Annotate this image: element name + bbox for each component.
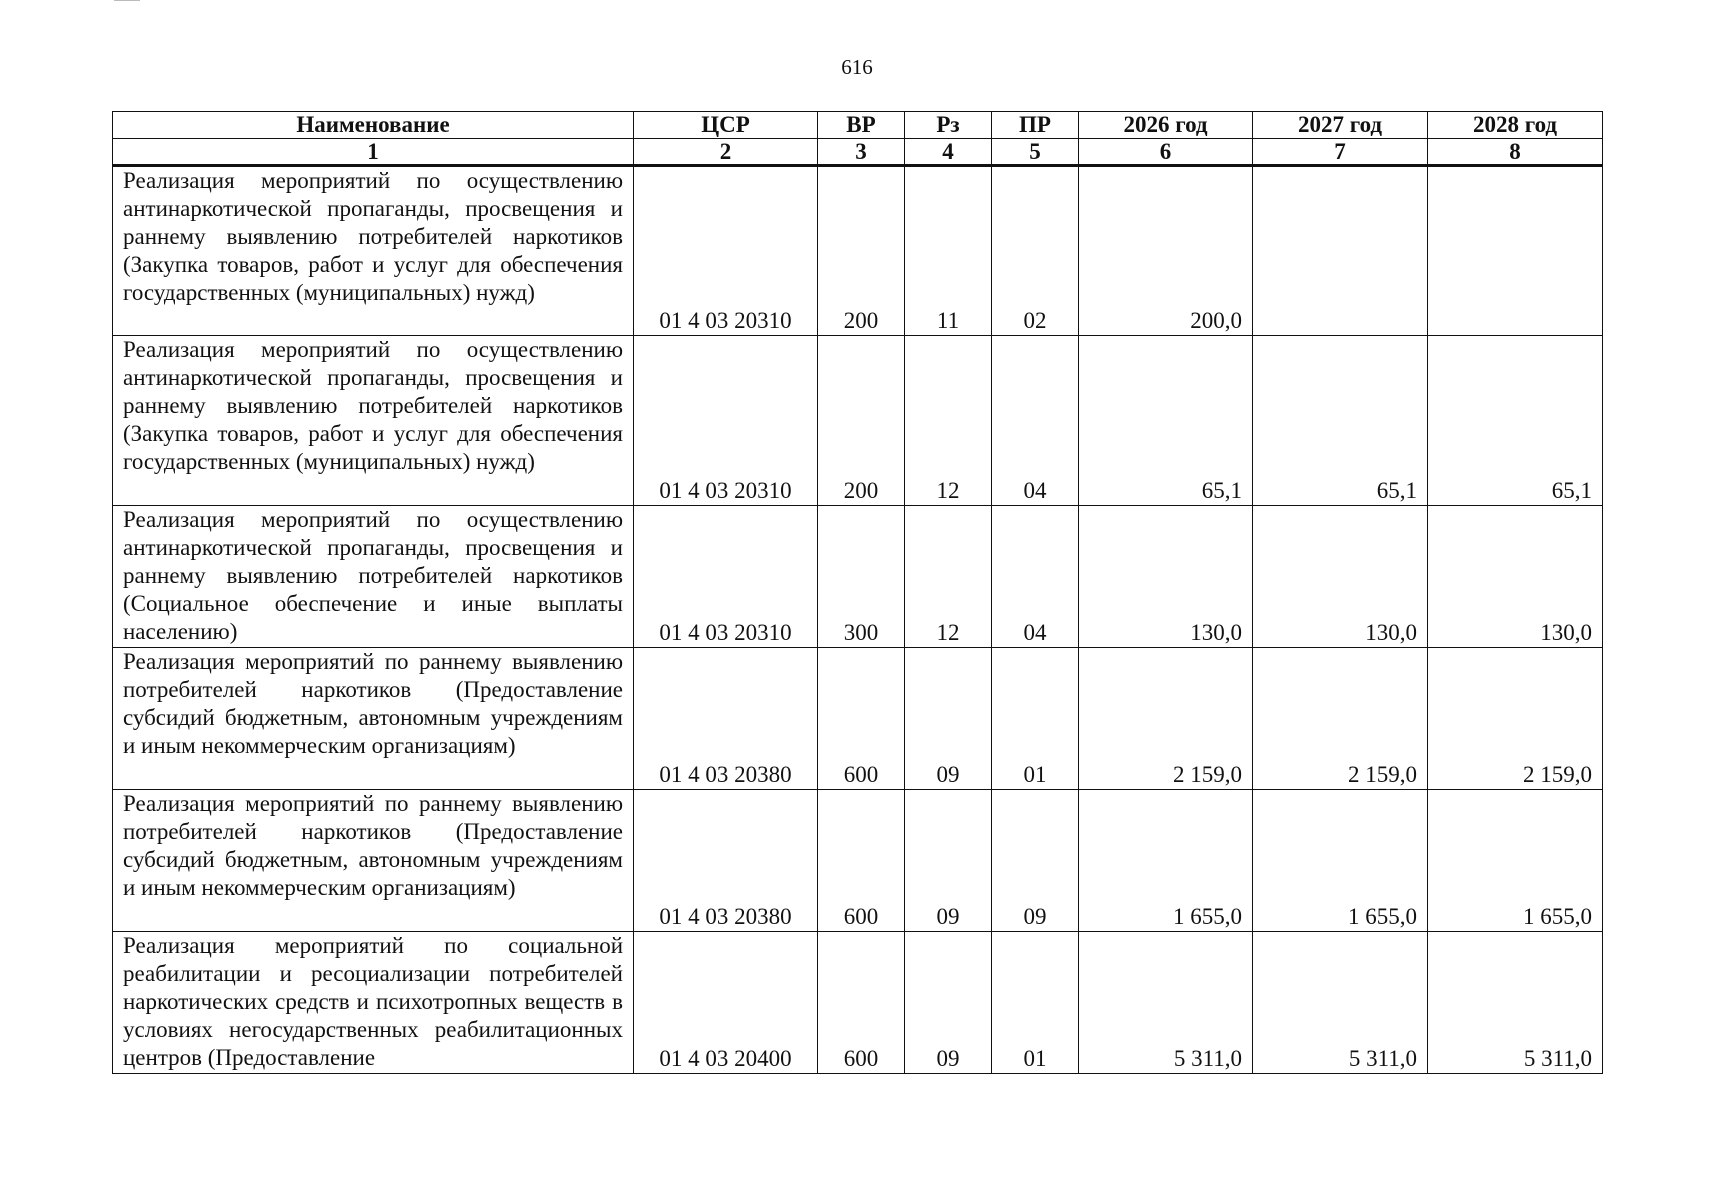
column-number: 2 bbox=[634, 139, 818, 166]
row-amount-2028: 1 655,0 bbox=[1428, 790, 1603, 932]
row-pr: 04 bbox=[992, 506, 1079, 648]
row-amount-2028 bbox=[1428, 166, 1603, 336]
column-number: 8 bbox=[1428, 139, 1603, 166]
row-name: Реализация мероприятий по раннему выявлению потребителей наркотиков (Предоставление субсидий бюджетным, автономным учреждениям и иным некоммерческим организациям) bbox=[113, 648, 634, 790]
row-vr: 300 bbox=[818, 506, 905, 648]
row-amount-2027 bbox=[1253, 166, 1428, 336]
row-amount-2027: 65,1 bbox=[1253, 336, 1428, 506]
column-number: 5 bbox=[992, 139, 1079, 166]
row-amount-2026: 200,0 bbox=[1079, 166, 1253, 336]
row-vr: 600 bbox=[818, 648, 905, 790]
header-year-2026: 2026 год bbox=[1079, 112, 1253, 139]
budget-table bbox=[112, 111, 1603, 1074]
header-name: Наименование bbox=[113, 112, 634, 139]
row-amount-2028: 65,1 bbox=[1428, 336, 1603, 506]
column-number: 1 bbox=[113, 139, 634, 166]
row-rz: 12 bbox=[905, 336, 992, 506]
row-name: Реализация мероприятий по раннему выявлению потребителей наркотиков (Предоставление субсидий бюджетным, автономным учреждениям и иным некоммерческим организациям) bbox=[113, 790, 634, 932]
row-csr: 01 4 03 20310 bbox=[634, 506, 818, 648]
scan-top-mark bbox=[114, 0, 140, 1]
row-vr: 200 bbox=[818, 336, 905, 506]
row-amount-2028: 5 311,0 bbox=[1428, 932, 1603, 1074]
row-amount-2026: 5 311,0 bbox=[1079, 932, 1253, 1074]
column-number-row bbox=[113, 139, 1603, 166]
row-amount-2027: 1 655,0 bbox=[1253, 790, 1428, 932]
column-number: 4 bbox=[905, 139, 992, 166]
row-pr: 04 bbox=[992, 336, 1079, 506]
header-vr: ВР bbox=[818, 112, 905, 139]
row-vr: 200 bbox=[818, 166, 905, 336]
column-number: 7 bbox=[1253, 139, 1428, 166]
row-amount-2027: 130,0 bbox=[1253, 506, 1428, 648]
table-row bbox=[113, 506, 1603, 648]
table-row bbox=[113, 932, 1603, 1074]
page-number: 616 bbox=[841, 55, 873, 79]
row-vr: 600 bbox=[818, 932, 905, 1074]
row-amount-2028: 130,0 bbox=[1428, 506, 1603, 648]
row-amount-2027: 2 159,0 bbox=[1253, 648, 1428, 790]
row-pr: 02 bbox=[992, 166, 1079, 336]
table-row bbox=[113, 336, 1603, 506]
header-pr: ПР bbox=[992, 112, 1079, 139]
row-amount-2026: 2 159,0 bbox=[1079, 648, 1253, 790]
table-header-row bbox=[113, 112, 1603, 139]
column-number: 3 bbox=[818, 139, 905, 166]
row-name: Реализация мероприятий по социальной реабилитации и ресоциализации потребителей наркотических средств и психотропных веществ в условиях негосударственных реабилитационных центров (Предоставление bbox=[113, 932, 634, 1074]
row-amount-2026: 1 655,0 bbox=[1079, 790, 1253, 932]
column-number: 6 bbox=[1079, 139, 1253, 166]
row-amount-2026: 130,0 bbox=[1079, 506, 1253, 648]
row-csr: 01 4 03 20310 bbox=[634, 336, 818, 506]
row-rz: 09 bbox=[905, 932, 992, 1074]
row-amount-2028: 2 159,0 bbox=[1428, 648, 1603, 790]
row-rz: 11 bbox=[905, 166, 992, 336]
row-csr: 01 4 03 20310 bbox=[634, 166, 818, 336]
table-row bbox=[113, 166, 1603, 336]
table-row bbox=[113, 648, 1603, 790]
table-row bbox=[113, 790, 1603, 932]
row-pr: 09 bbox=[992, 790, 1079, 932]
header-rz: Рз bbox=[905, 112, 992, 139]
row-name: Реализация мероприятий по осуществлению антинаркотической пропаганды, просвещения и раннему выявлению потребителей наркотиков (Социальное обеспечение и иные выплаты населению) bbox=[113, 506, 634, 648]
row-name: Реализация мероприятий по осуществлению антинаркотической пропаганды, просвещения и раннему выявлению потребителей наркотиков (Закупка товаров, работ и услуг для обеспечения государственных (муниципальных) нужд) bbox=[113, 336, 634, 506]
row-csr: 01 4 03 20400 bbox=[634, 932, 818, 1074]
header-csr: ЦСР bbox=[634, 112, 818, 139]
row-rz: 09 bbox=[905, 790, 992, 932]
row-pr: 01 bbox=[992, 932, 1079, 1074]
row-amount-2027: 5 311,0 bbox=[1253, 932, 1428, 1074]
row-amount-2026: 65,1 bbox=[1079, 336, 1253, 506]
row-pr: 01 bbox=[992, 648, 1079, 790]
header-year-2027: 2027 год bbox=[1253, 112, 1428, 139]
header-year-2028: 2028 год bbox=[1428, 112, 1603, 139]
row-vr: 600 bbox=[818, 790, 905, 932]
row-csr: 01 4 03 20380 bbox=[634, 790, 818, 932]
row-csr: 01 4 03 20380 bbox=[634, 648, 818, 790]
row-name: Реализация мероприятий по осуществлению антинаркотической пропаганды, просвещения и раннему выявлению потребителей наркотиков (Закупка товаров, работ и услуг для обеспечения государственных (муниципальных) нужд) bbox=[113, 166, 634, 336]
row-rz: 12 bbox=[905, 506, 992, 648]
row-rz: 09 bbox=[905, 648, 992, 790]
